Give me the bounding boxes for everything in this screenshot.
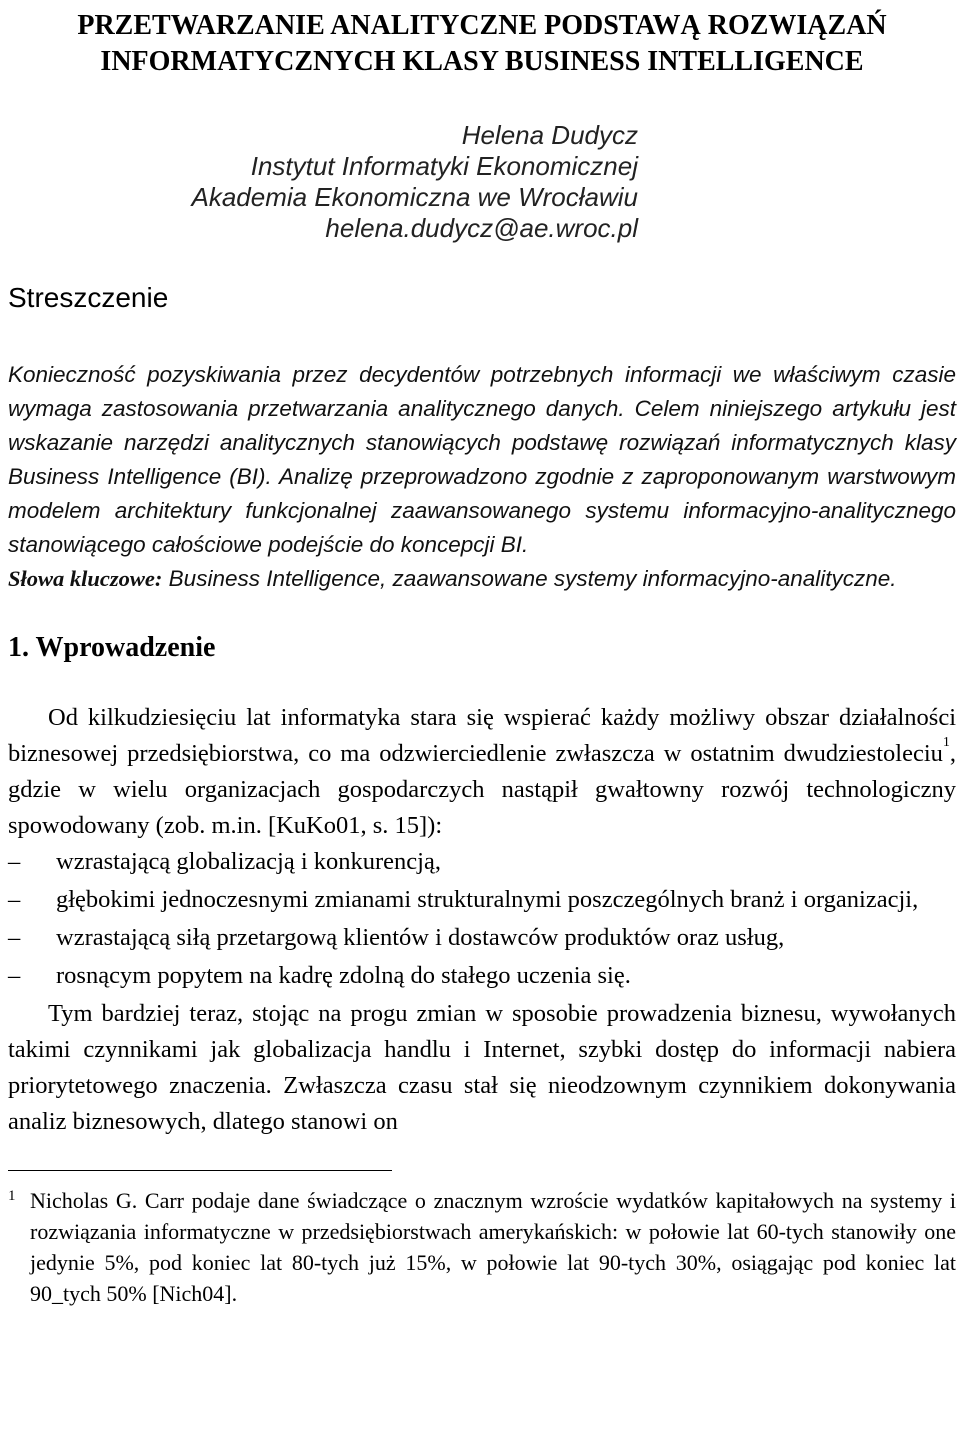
dash-bullet: –: [8, 924, 21, 951]
dash-bullet: –: [8, 886, 21, 913]
intro-p1-continuation: , gdzie w wielu organizacjach gospodarczych nastąpił gwałtowny rozwój technologiczny spowodowany (zob. m.in. [KuKo01, s. 15]):: [8, 740, 956, 839]
author-university: Akademia Ekonomiczna we Wrocławiu: [191, 182, 638, 212]
keywords-paragraph: [8, 562, 956, 596]
document-page: [8, 0, 956, 1309]
list-item-text: wzrastającą globalizacją i konkurencją,: [56, 848, 441, 875]
factor-list: [8, 844, 956, 994]
dash-bullet: –: [8, 962, 21, 989]
list-item: [8, 844, 956, 880]
paper-title: [8, 0, 956, 80]
author-email: helena.dudycz@ae.wroc.pl: [325, 213, 638, 243]
keywords-text: Business Intelligence, zaawansowane systemy informacyjno-analityczne.: [168, 566, 897, 591]
footnote-mark: 1: [8, 1188, 16, 1204]
list-item: [8, 920, 956, 956]
list-item: [8, 882, 956, 918]
paper-title-line-1: PRZETWARZANIE ANALITYCZNE PODSTAWĄ ROZWIĄZAŃ: [77, 10, 887, 41]
footnote-reference: 1: [942, 735, 950, 750]
paper-title-line-2: INFORMATYCZNYCH KLASY BUSINESS INTELLIGENCE: [100, 46, 864, 77]
intro-heading: 1. Wprowadzenie: [8, 632, 216, 663]
footnote: [8, 1185, 956, 1309]
keywords-label: Słowa kluczowe:: [8, 566, 163, 591]
abstract-heading: Streszczenie: [8, 282, 169, 313]
intro-paragraph-1: [8, 700, 956, 844]
dash-bullet: –: [8, 848, 21, 875]
footnote-text: Nicholas G. Carr podaje dane świadczące o znacznym wzroście wydatków kapitałowych na systemy i rozwiązania informatyczne w przedsiębiorstwach amerykańskich: w połowie lat 60-tych stanowiły one jedynie 5%, pod koniec lat 80-tych już 15%, w połowie lat 90-tych 30%, osiągając pod koniec lat 90_tych 50% [Nich04].: [30, 1188, 956, 1306]
list-item-text: głębokimi jednoczesnymi zmianami strukturalnymi poszczególnych branż i organizacji,: [56, 886, 919, 913]
author-block: [8, 120, 956, 244]
footnote-divider: [8, 1170, 392, 1171]
list-item: [8, 958, 956, 994]
list-item-text: wzrastającą siłą przetargową klientów i dostawców produktów oraz usług,: [56, 924, 785, 951]
abstract-text: Konieczność pozyskiwania przez decydentów potrzebnych informacji we właściwym czasie wymaga zastosowania przetwarzania analitycznego danych. Celem niniejszego artykułu jest wskazanie narzędzi analitycznych stanowiących podstawę rozwiązań informatycznych klasy Business Intelligence (BI). Analizę przeprowadzono zgodnie z zaproponowanym warstwowym modelem architektury funkcjonalnej zaawansowanego systemu informacyjno-analitycznego stanowiącego całościowe podejście do koncepcji BI.: [8, 362, 956, 557]
abstract-section: [8, 358, 956, 596]
author-institute: Instytut Informatyki Ekonomicznej: [250, 151, 638, 181]
intro-p1-text: Od kilkudziesięciu lat informatyka stara się wspierać każdy możliwy obszar działalności biznesowej przedsiębiorstwa, co ma odzwierciedlenie zwłaszcza w ostatnim dwudziestoleciu: [8, 704, 956, 767]
author-name: Helena Dudycz: [461, 120, 638, 150]
intro-paragraph-2: Tym bardziej teraz, stojąc na progu zmian w sposobie prowadzenia biznesu, wywołanych takimi czynnikami jak globalizacja handlu i Internet, szybki dostęp do informacji nabiera priorytetowego znaczenia. Zwłaszcza czasu stał się nieodzownym czynnikiem dokonywania analiz biznesowych, dlatego stanowi on: [8, 1000, 956, 1135]
list-item-text: rosnącym popytem na kadrę zdolną do stałego uczenia się.: [56, 962, 631, 989]
